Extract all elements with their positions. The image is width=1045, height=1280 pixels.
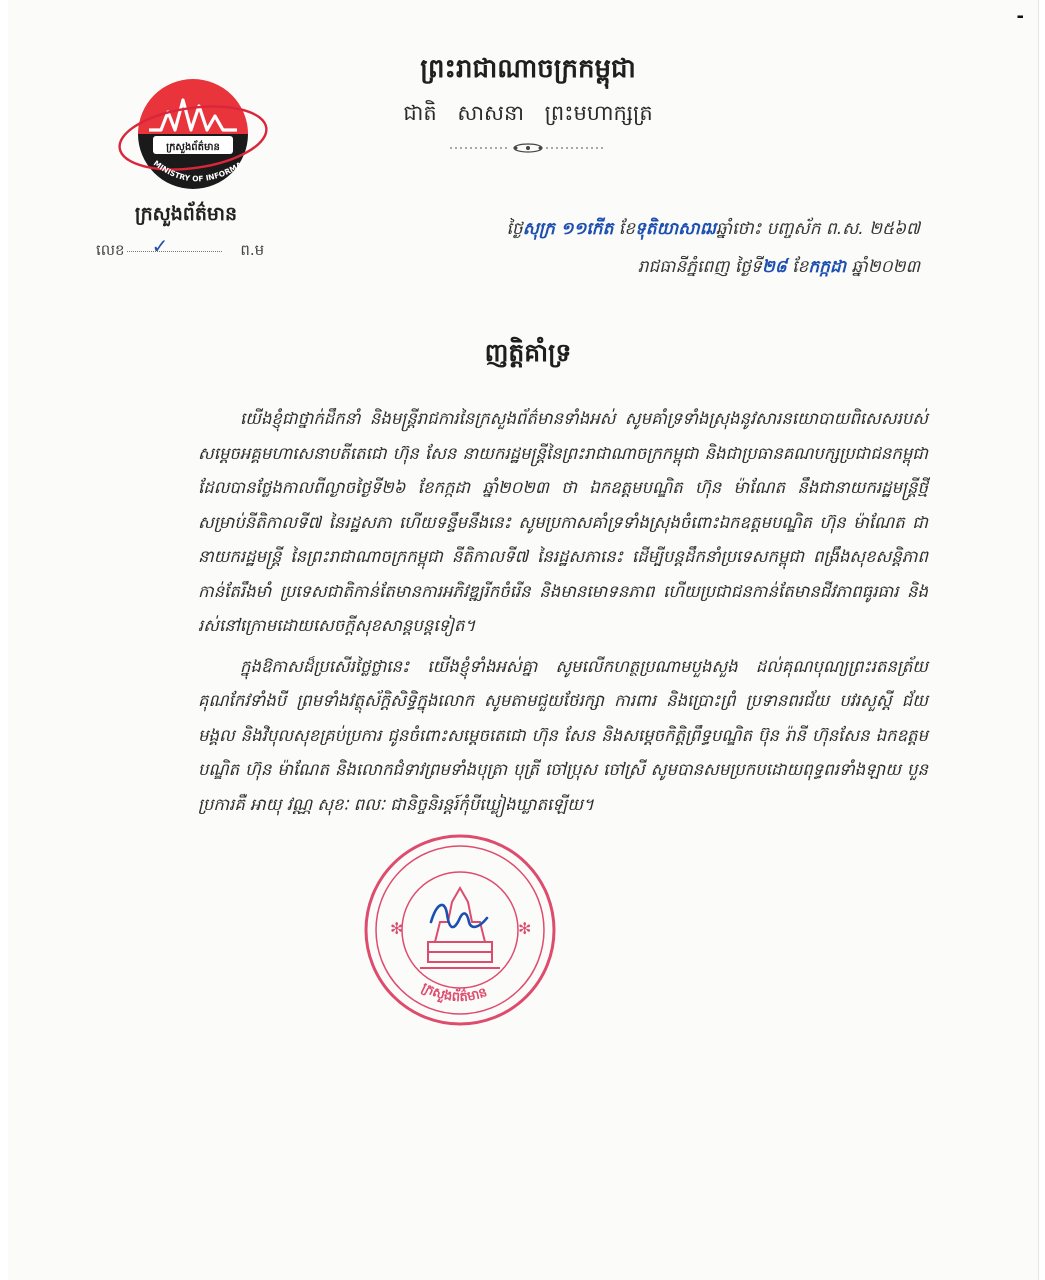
lunar-suffix: ឆ្នាំថោះ បញ្ចស័ក ព.ស. ២៥៦៧ — [715, 219, 920, 239]
logo-badge-text: ក្រសួងព័ត៌មាន — [166, 142, 220, 153]
solar-date — [638, 256, 920, 281]
lunar-month: ទុតិយាសាឍ — [634, 219, 716, 239]
solar-day: ២៨ — [761, 257, 787, 277]
lunar-date-prefix: ថ្ងៃ — [506, 219, 523, 239]
seal-text: ក្រសួងព័ត៌មាន — [418, 980, 490, 1006]
logo-arc-text: MINISTRY OF INFORMA — [151, 158, 244, 184]
signature-icon — [423, 892, 493, 937]
lunar-date — [507, 218, 920, 243]
svg-text:ក្រសួងព័ត៌មាន — [419, 980, 489, 1005]
ministry-logo-icon — [113, 72, 273, 202]
document-title: ញត្តិគាំទ្រ — [484, 338, 572, 367]
solar-date-prefix: រាជធានីភ្នំពេញ ថ្ងៃទី — [637, 257, 762, 277]
kingdom-heading: ព្រះរាជាណាចក្រកម្ពុជា — [420, 54, 636, 84]
ornament-divider-icon — [448, 140, 608, 154]
svg-text:✻: ✻ — [390, 919, 404, 938]
reference-checkmark: ✓ — [151, 234, 169, 258]
reference-suffix: ព.ម — [240, 241, 265, 259]
solar-month-prefix: ខែ — [792, 257, 809, 277]
svg-text:✻: ✻ — [518, 919, 532, 938]
lunar-day: សុក្រ ១១កើត — [522, 219, 614, 239]
ministry-name: ក្រសួងព័ត៌មាន — [134, 203, 238, 225]
reference-number — [96, 236, 264, 263]
lunar-month-prefix: ខែ — [618, 219, 635, 239]
body-paragraph-2: ក្នុងឱកាសដ៏ប្រសើរថ្លៃថ្លានេះ យើងខ្ញុំទាំងអស់គ្នា សូមលើកហត្ថប្រណាមបួងសួង ដល់គុណបុណ្យព្រះរតនត្រ័យ គុណកែវទាំងបី ព្រមទាំងវត្ថុស័ក្តិសិទ្ធិក្នុងលោក សូមតាមជួយថែរក្សា ការពារ និងប្រោះព្រំ ប្រទានពរជ័យ បវរសួស្តី ជ័យមង្គល និងវិបុលសុខគ្រប់ប្រការ ជូនចំពោះសម្តេចតេជោ ហ៊ុន សែន និងសម្តេចកិត្តិព្រឹទ្ធបណ្ឌិត ប៊ុន រ៉ានី ហ៊ុនសែន ឯកឧត្តមបណ្ឌិត ហ៊ុន ម៉ាណែត និងលោកជំទាវព្រមទាំងបុត្រា បុត្រី ចៅប្រុស ចៅស្រី សូមបានសមប្រកបដោយពុទ្ធពរទាំងឡាយ បួនប្រការគឺ អាយុ វណ្ណ សុខៈ ពលៈ ជានិច្ចនិរន្តរ៍កុំបីឃ្លៀងឃ្លាតឡើយ។ — [198, 656, 928, 814]
body-paragraph-1: យើងខ្ញុំជាថ្នាក់ដឹកនាំ និងមន្ត្រីរាជការនៃក្រសួងព័ត៌មានទាំងអស់ សូមគាំទ្រទាំងស្រុងនូវសារនយោបាយពិសេសរបស់សម្តេចអគ្គមហាសេនាបតីតេជោ ហ៊ុន សែន នាយករដ្ឋមន្ត្រីនៃព្រះរាជាណាចក្រកម្ពុជា និងជាប្រធានគណបក្សប្រជាជនកម្ពុជា ដែលបានថ្លែងកាលពីល្ងាចថ្ងៃទី២៦ ខែកក្កដា ឆ្នាំ២០២៣ ថា ឯកឧត្តមបណ្ឌិត ហ៊ុន ម៉ាណែត នឹងជានាយករដ្ឋមន្ត្រីថ្មី សម្រាប់នីតិកាលទី៧ នៃរដ្ឋសភា ហើយទន្ទឹមនឹងនេះ សូមប្រកាសគាំទ្រទាំងស្រុងចំពោះឯកឧត្តមបណ្ឌិត ហ៊ុន ម៉ាណែត ជានាយករដ្ឋមន្ត្រី នៃព្រះរាជាណាចក្រកម្ពុជា នីតិកាលទី៧ នៃរដ្ឋសភានេះ ដើម្បីបន្តដឹកនាំប្រទេសកម្ពុជា ពង្រឹងសុខសន្តិភាពកាន់តែរឹងមាំ ប្រទេសជាតិកាន់តែមានការអភិវឌ្ឍរីកចំរើន និងមានមោទនភាព ហើយប្រជាជនកាន់តែមានជីវភាពធូរធារ និងរស់នៅក្រោមដោយសេចក្តីសុខសាន្តបន្តទៀត។ — [198, 409, 928, 635]
document-page — [8, 0, 1039, 1280]
document-body — [198, 402, 928, 822]
national-motto: ជាតិ សាសនា ព្រះមហាក្សត្រ — [403, 101, 653, 125]
reference-label: លេខ — [96, 241, 125, 259]
solar-year: ឆ្នាំ២០២៣ — [851, 257, 920, 277]
solar-month: កក្កដា — [808, 257, 847, 277]
corner-mark: - — [1016, 6, 1024, 27]
